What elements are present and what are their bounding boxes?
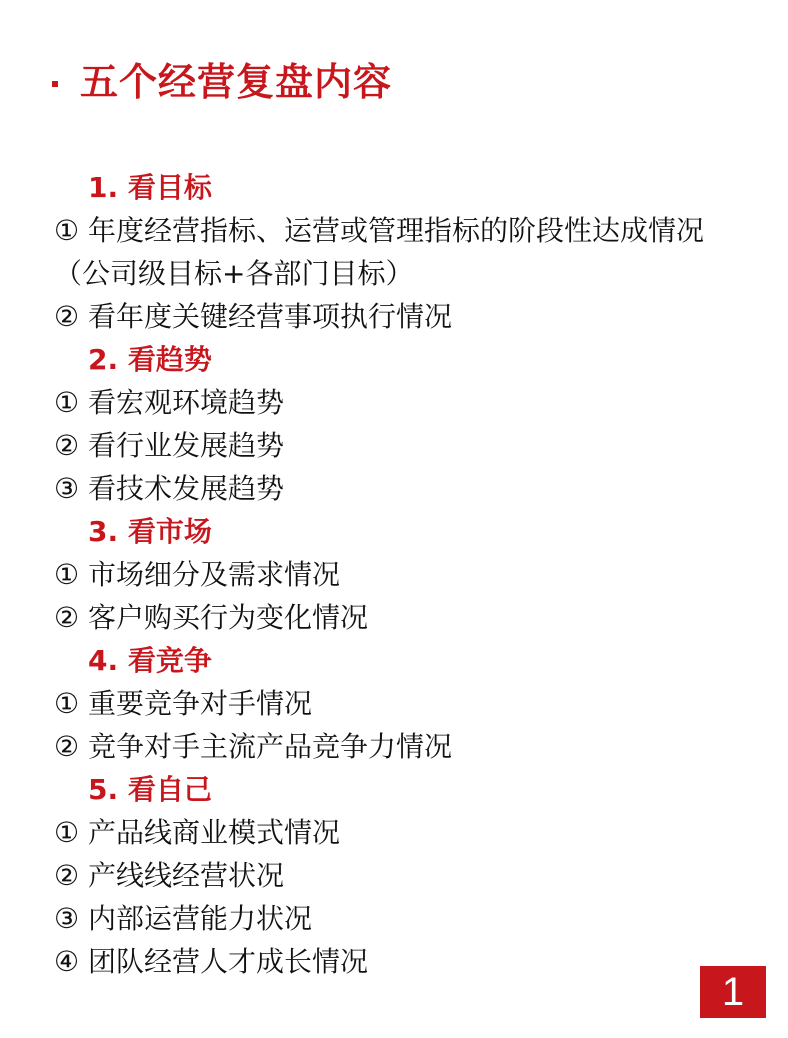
list-item: ② 客户购买行为变化情况: [54, 601, 369, 634]
section-heading: 1. 看目标: [88, 171, 212, 204]
list-item: ① 看宏观环境趋势: [54, 386, 285, 419]
section-self: [54, 768, 754, 983]
page-title-row: [52, 52, 392, 112]
list-item: ② 看年度关键经营事项执行情况: [54, 300, 453, 333]
section-heading: 5. 看自己: [88, 773, 212, 806]
list-item: ① 重要竞争对手情况: [54, 687, 313, 720]
section-competition: [54, 639, 754, 768]
list-item: ② 看行业发展趋势: [54, 429, 285, 462]
list-item: ① 产品线商业模式情况: [54, 816, 341, 849]
list-item: ③ 看技术发展趋势: [54, 472, 285, 505]
list-item: ④ 团队经营人才成长情况: [54, 945, 369, 978]
section-heading: 2. 看趋势: [88, 343, 212, 376]
page-number-badge: [700, 966, 766, 1018]
section-market: [54, 510, 754, 639]
list-item: ② 竞争对手主流产品竞争力情况: [54, 730, 453, 763]
page-number: 1: [721, 970, 745, 1014]
content-body: [54, 166, 754, 983]
list-item: ③ 内部运营能力状况: [54, 902, 313, 935]
page-title: 五个经营复盘内容: [80, 60, 393, 104]
section-trends: [54, 338, 754, 510]
section-heading: 4. 看竞争: [88, 644, 212, 677]
section-goals: [54, 166, 754, 338]
list-item: ① 市场细分及需求情况: [54, 558, 341, 591]
list-item: ① 年度经营指标、运营或管理指标的阶段性达成情况（公司级目标+各部门目标）: [54, 214, 705, 290]
title-bullet-icon: [52, 81, 58, 87]
list-item: ② 产线线经营状况: [54, 859, 285, 892]
section-heading: 3. 看市场: [88, 515, 212, 548]
